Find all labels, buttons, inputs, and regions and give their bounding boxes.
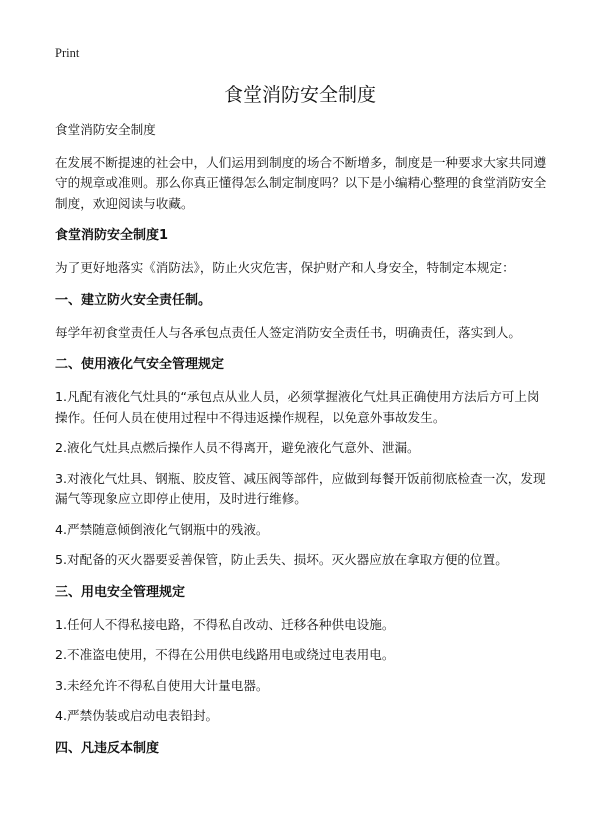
heading-violation: 四、凡违反本制度 [55,740,160,756]
electric-item: 3.未经允许不得私自使用大计量电器。 [55,677,269,693]
print-link[interactable]: Print [55,46,80,60]
section-intro: 为了更好地落实《消防法》，防止火灾危害，保护财产和人身安全，特制定本规定： [55,260,515,275]
section-heading-1: 食堂消防安全制度1 [55,228,169,243]
heading-responsibility: 一、建立防火安全责任制。 [55,292,212,308]
gas-item: 4.严禁随意倾倒液化气钢瓶中的残液。 [55,521,269,537]
intro-paragraph: 在发展不断提速的社会中，人们运用到制度的场合不断增多，制度是一种要求大家共同遵守的规章或准则。那么你真正懂得怎么制定制度吗？以下是小编精心整理的食堂消防安全制度，欢迎阅读与收藏。 [55,154,547,211]
heading-electric-safety: 三、用电安全管理规定 [55,584,186,600]
electric-item: 2.不准盗电使用，不得在公用供电线路用电或绕过电表用电。 [55,647,395,662]
gas-item: 2.液化气灶具点燃后操作人员不得离开，避免液化气意外、泄漏。 [55,440,420,455]
responsibility-text: 每学年初食堂责任人与各承包点责任人签定消防安全责任书，明确责任，落实到人。 [55,324,521,340]
gas-item: 1.凡配有液化气灶具的“承包点从业人员，必须掌握液化气灶具正确使用方法后方可上岗操作。任何人员在使用过程中不得违返操作规程，以免意外事故发生。 [55,389,540,425]
gas-item: 3.对液化气灶具、钢瓶、胶皮管、减压阀等部件，应做到每餐开饭前彻底检查一次，发现漏气等现象应立即停止使用，及时进行维修。 [55,470,546,506]
document-body [55,120,548,771]
heading-gas-safety: 二、使用液化气安全管理规定 [55,357,225,372]
electric-item: 4.严禁伪装或启动电表铅封。 [55,708,219,723]
page-title: 食堂消防安全制度 [223,84,376,106]
document-subtitle: 食堂消防安全制度 [55,122,156,137]
electric-item: 1.任何人不得私接电路，不得私自改动、迁移各种供电设施。 [55,616,395,632]
gas-item: 5.对配备的灭火器要妥善保管，防止丢失、损坏。灭火器应放在拿取方便的位置。 [55,552,508,567]
